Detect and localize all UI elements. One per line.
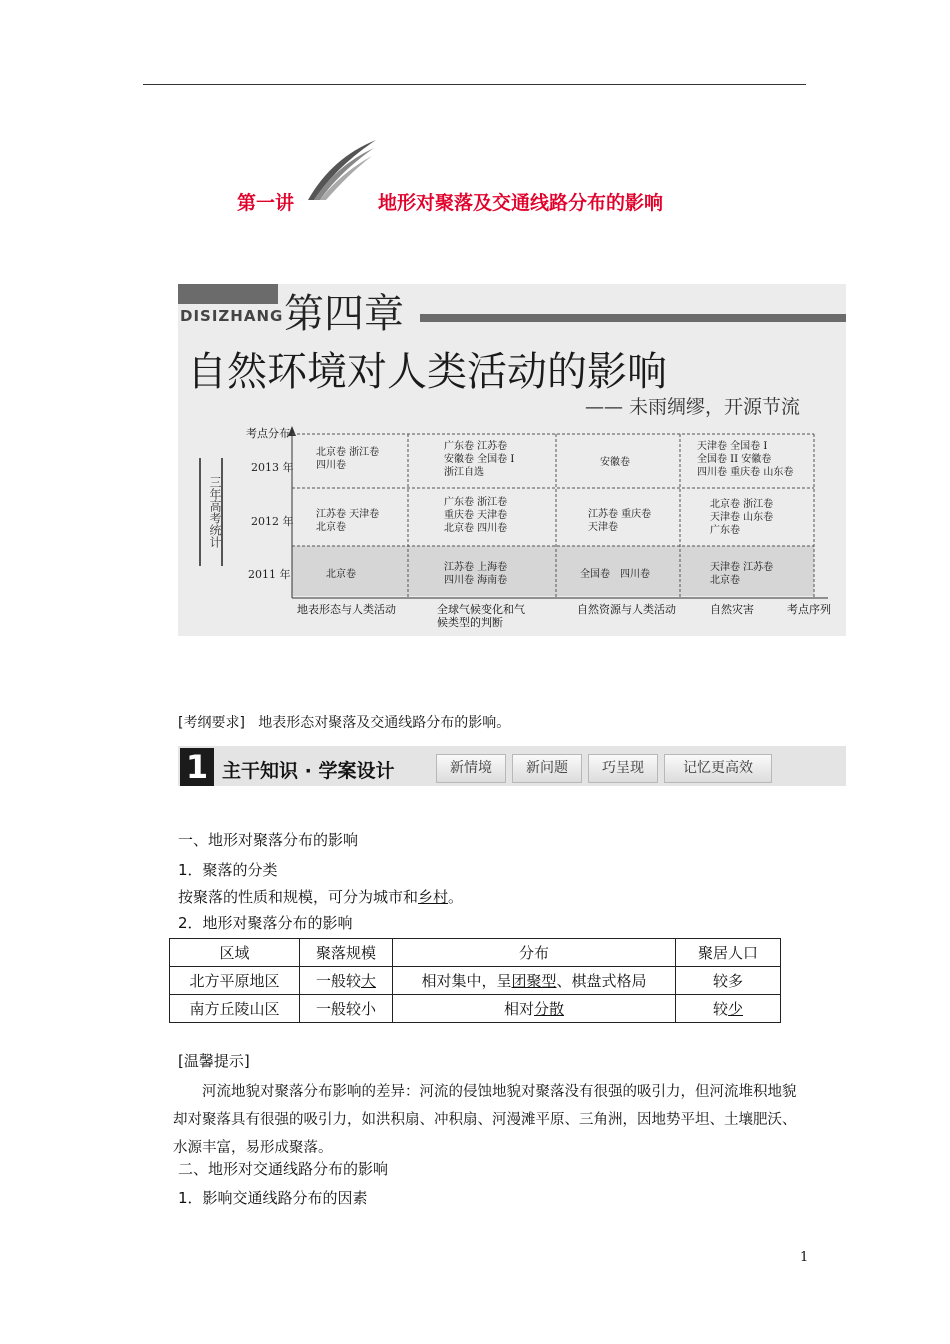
header-cell: 区域 [170, 939, 300, 967]
section-title: 主干知识 · 学案设计 [222, 760, 395, 782]
chapter-pinyin: DISIZHANG [180, 307, 284, 325]
year-2011: 2011 年 [248, 568, 291, 581]
exam-requirement [178, 712, 510, 732]
requirement-label: [考纲要求] [178, 715, 245, 731]
subheading-3: 1．影响交通线路分布的因素 [178, 1189, 368, 1207]
tip-text: 河流地貌对聚落分布影响的差异：河流的侵蚀地貌对聚落没有很强的吸引力，但河流堆积地貌却对聚落具有很强的吸引力，如洪积扇、冲积扇、河漫滩平原、三角洲，因地势平坦、土壤肥沃、水源丰富，易形成聚落。 [173, 1084, 797, 1156]
grid-cell: 江苏卷 重庆卷 天津卷 [588, 509, 652, 533]
lecture-topic: 地形对聚落及交通线路分布的影响 [378, 192, 664, 214]
table-header-row [170, 939, 781, 967]
cell: 南方丘陵山区 [170, 995, 300, 1023]
cell: 较少 [676, 995, 781, 1023]
subheading-2: 2．地形对聚落分布的影响 [178, 914, 353, 932]
x-axis-end-label: 考点序列 [787, 603, 831, 616]
heading-two: 二、地形对交通线路分布的影响 [178, 1160, 389, 1178]
cell: 较多 [676, 967, 781, 995]
cell: 相对分散 [393, 995, 676, 1023]
tag-memory: 记忆更高效 [664, 754, 772, 783]
chapter-title: 自然环境对人类活动的影响 [187, 349, 667, 395]
text: 按聚落的性质和规模，可分为城市和 [178, 888, 419, 906]
tag-new-question: 新问题 [512, 754, 582, 783]
grid-cell: 广东卷 江苏卷 安徽卷 全国卷 I 浙江自选 [444, 441, 515, 478]
header-cell: 聚居人口 [676, 939, 781, 967]
x-category: 自然资源与人类活动 [577, 603, 676, 616]
x-category: 全球气候变化和气候类型的判断 [437, 603, 525, 629]
banner-line [420, 314, 846, 322]
y-axis-label: 考点分布 [246, 427, 290, 440]
banner-bar [178, 284, 278, 304]
table-row [170, 995, 781, 1023]
cell: 一般较小 [300, 995, 393, 1023]
requirement-text: 地表形态对聚落及交通线路分布的影响。 [258, 715, 511, 731]
lecture-number: 第一讲 [237, 192, 295, 214]
grid-cell: 全国卷 四川卷 [580, 569, 650, 580]
grid-cell: 北京卷 浙江卷 天津卷 山东卷 广东卷 [710, 499, 774, 536]
header-cell: 分布 [393, 939, 676, 967]
side-stat-label: 三年高考统计 [199, 458, 223, 566]
tip-label: [温馨提示] [178, 1052, 250, 1070]
chapter-number: 第四章 [284, 291, 404, 337]
year-2012: 2012 年 [251, 515, 294, 528]
tag-clever-display: 巧呈现 [588, 754, 658, 783]
paragraph-classification [178, 886, 463, 907]
grid-cell: 天津卷 全国卷 I 全国卷 II 安徽卷 四川卷 重庆卷 山东卷 [697, 441, 794, 478]
grid-cell: 安徽卷 [600, 457, 630, 468]
header-cell: 聚落规模 [300, 939, 393, 967]
grid-cell: 北京卷 [326, 569, 356, 580]
header-rule [143, 84, 806, 85]
grid-cell: 天津卷 江苏卷 北京卷 [710, 562, 774, 586]
grid-cell: 广东卷 浙江卷 重庆卷 天津卷 北京卷 四川卷 [444, 497, 508, 534]
subheading-1: 1．聚落的分类 [178, 861, 278, 879]
underlined-answer: 乡村 [418, 888, 449, 906]
grid-cell: 江苏卷 上海卷 四川卷 海南卷 [444, 562, 508, 586]
text: 。 [448, 888, 464, 906]
cell: 北方平原地区 [170, 967, 300, 995]
settlement-table [169, 938, 781, 1023]
year-2013: 2013 年 [251, 461, 294, 474]
heading-one: 一、地形对聚落分布的影响 [178, 831, 359, 849]
table-row [170, 967, 781, 995]
chapter-subtitle: —— 未雨绸缪，开源节流 [585, 396, 801, 418]
grid-cell: 江苏卷 天津卷 北京卷 [316, 509, 380, 533]
grid-cell: 北京卷 浙江卷 四川卷 [316, 447, 380, 471]
cell: 相对集中，呈团聚型、棋盘式格局 [393, 967, 676, 995]
x-category: 自然灾害 [710, 603, 754, 616]
section-number: 1 [180, 748, 214, 786]
page-number: 1 [800, 1250, 809, 1265]
tag-new-context: 新情境 [436, 754, 506, 783]
lecture-title [0, 188, 950, 216]
x-category: 地表形态与人类活动 [297, 603, 396, 616]
cell: 一般较大 [300, 967, 393, 995]
swoosh-icon [300, 138, 380, 204]
